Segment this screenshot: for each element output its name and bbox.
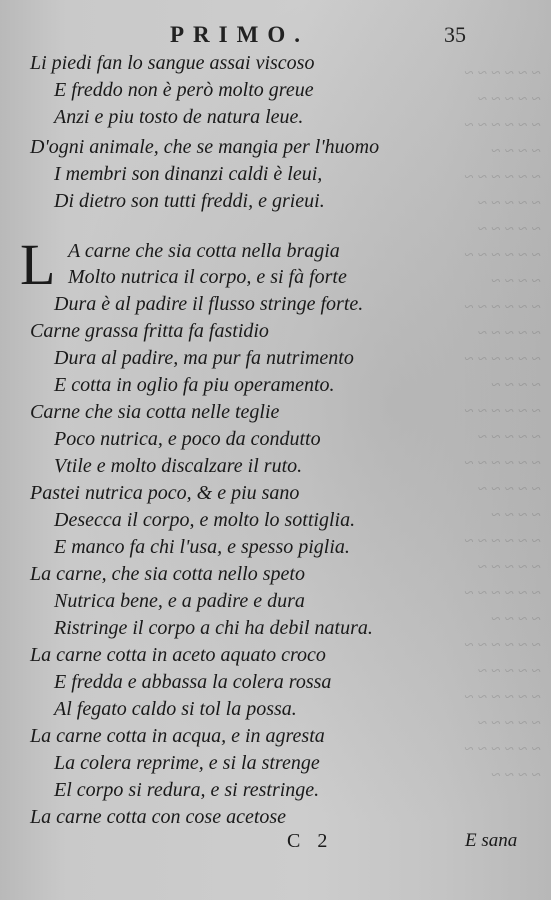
page-number: 35 <box>444 22 466 47</box>
running-head: PRIMO. <box>170 22 309 47</box>
verse-line: Carne che sia cotta nelle teglie <box>30 401 280 423</box>
verse-line: Ristringe il corpo a chi ha debil natura. <box>54 617 373 639</box>
drop-capital: L <box>20 232 56 297</box>
signature-mark: C 2 <box>287 830 334 852</box>
verse-line: E freddo non è però molto greue <box>54 79 314 101</box>
verse-line: La carne cotta in aceto aquato croco <box>30 644 326 666</box>
verse-line: Molto nutrica il corpo, e si fà forte <box>68 266 347 288</box>
verse-line: Dura è al padire il flusso stringe forte. <box>54 293 364 315</box>
verse-line: E manco fa chi l'usa, e spesso piglia. <box>54 536 350 558</box>
verse-line: La colera reprime, e si la strenge <box>54 752 320 774</box>
verse-line: Nutrica bene, e a padire e dura <box>54 590 305 612</box>
verse-line: I membri son dinanzi caldi è leui, <box>54 163 323 185</box>
verse-line: E cotta in oglio fa piu operamento. <box>54 374 335 396</box>
verse-line: E fredda e abbassa la colera rossa <box>54 671 332 693</box>
verse-line: La carne cotta in acqua, e in agresta <box>30 725 325 747</box>
show-through-text: ~ ~ ~ ~ ~ ~ ~ ~ ~ ~ ~ ~ ~ ~ ~ ~ ~ ~ ~ ~ ~ ~ ~ ~ ~ ~ ~ ~ ~ ~ ~ ~ ~ ~ ~ ~ ~ ~ ~ ~ ~ ~ ~ ~ ~ ~ ~ ~ ~ ~ ~ ~ ~ ~ ~ ~ ~ ~ ~ ~ ~ ~ ~ ~ ~ ~ ~ ~ ~ ~ ~ ~ ~ ~ ~ ~ ~ ~ ~ ~ ~ ~ ~ ~ ~ ~ ~ ~ ~ ~ ~ ~ ~ ~ ~ ~ ~ ~ ~ ~ ~ ~ ~ ~ ~ ~ ~ ~ ~ ~ ~ ~ ~ ~ ~ ~ ~ ~ ~ ~ ~ ~ ~ ~ ~ ~ ~ ~ ~ ~ ~ ~ ~ ~ ~ ~ ~ ~ ~ ~ ~ ~ ~ ~ ~ ~ ~ <box>464 63 541 784</box>
verse-line: Li piedi fan lo sangue assai viscoso <box>30 52 315 74</box>
verse-line: D'ogni animale, che se mangia per l'huomo <box>30 136 380 158</box>
verse-line: Di dietro son tutti freddi, e grieui. <box>54 190 325 212</box>
verse-line: Pastei nutrica poco, & e piu sano <box>30 482 300 504</box>
verse-line: Dura al padire, ma pur fa nutrimento <box>54 347 354 369</box>
page-header <box>0 22 551 52</box>
verse-line: La carne cotta con cose acetose <box>30 806 287 828</box>
verse-line: Vtile e molto discalzare il ruto. <box>54 455 303 477</box>
catchword: E sana <box>465 830 518 851</box>
verse-line: Anzi e piu tosto de natura leue. <box>54 106 304 128</box>
verse-line: Al fegato caldo si tol la possa. <box>54 698 297 720</box>
verse-line: La carne, che sia cotta nello speto <box>30 563 305 585</box>
verse-line: A carne che sia cotta nella bragia <box>68 240 340 262</box>
verse-line: Carne grassa fritta fa fastidio <box>30 320 269 342</box>
verse-line: Desecca il corpo, e molto lo sottiglia. <box>54 509 356 531</box>
verse-line: El corpo si redura, e si restringe. <box>54 779 320 801</box>
verse-line: Poco nutrica, e poco da condutto <box>54 428 321 450</box>
page-footer <box>0 830 551 860</box>
